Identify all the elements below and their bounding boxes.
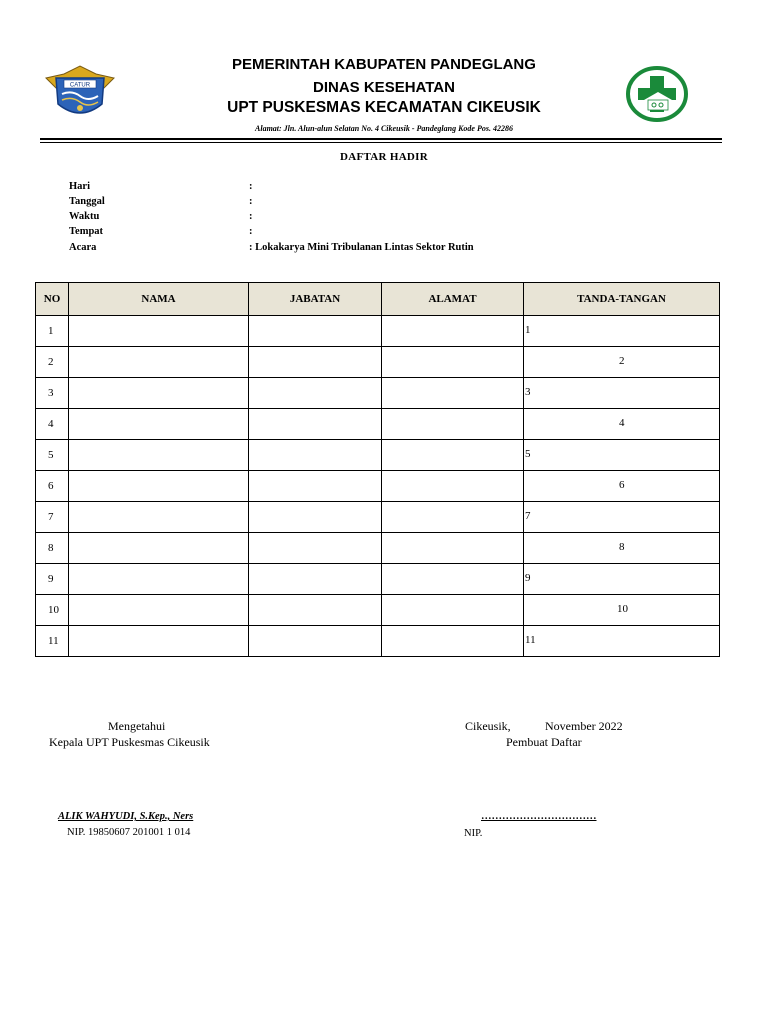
table-header-row: [36, 283, 720, 316]
row-number-cell[interactable]: 9: [36, 564, 69, 595]
row-number-cell[interactable]: 7: [36, 502, 69, 533]
signature-maker-nip: NIP.: [464, 828, 483, 839]
column-header-nama: NAMA: [69, 283, 249, 316]
table-row: [36, 471, 720, 502]
position-cell[interactable]: [249, 316, 382, 347]
column-header-jabatan: JABATAN: [249, 283, 382, 316]
position-cell[interactable]: [249, 471, 382, 502]
address-cell[interactable]: [382, 626, 524, 657]
signature-cell[interactable]: [524, 347, 720, 378]
table-row: [36, 595, 720, 626]
attendance-table: [35, 282, 720, 657]
signature-number: 9: [525, 572, 531, 584]
position-cell[interactable]: [249, 347, 382, 378]
signature-date: November 2022: [545, 719, 623, 733]
info-value-tempat: :: [249, 226, 253, 237]
header-government: PEMERINTAH KABUPATEN PANDEGLANG: [232, 56, 536, 73]
name-cell[interactable]: [69, 378, 249, 409]
header-puskesmas: UPT PUSKESMAS KECAMATAN CIKEUSIK: [227, 99, 541, 116]
signature-number: 7: [525, 510, 531, 522]
address-cell[interactable]: [382, 378, 524, 409]
name-cell[interactable]: [69, 595, 249, 626]
signature-cell[interactable]: [524, 378, 720, 409]
table-row: [36, 502, 720, 533]
row-number-cell[interactable]: 8: [36, 533, 69, 564]
signature-maker-title: Pembuat Daftar: [506, 735, 582, 749]
info-label-waktu: Waktu: [69, 211, 100, 222]
signature-number: 6: [619, 479, 625, 491]
position-cell[interactable]: [249, 440, 382, 471]
header-rule-thick: [40, 138, 722, 140]
signature-number: 8: [619, 541, 625, 553]
signature-number: 10: [617, 603, 628, 615]
table-row: [36, 564, 720, 595]
emblem-text: CATUR: [69, 82, 91, 89]
name-cell[interactable]: [69, 316, 249, 347]
signature-cell[interactable]: [524, 564, 720, 595]
signature-maker-name: ……………………………: [481, 811, 597, 822]
column-header-alamat: ALAMAT: [382, 283, 524, 316]
column-header-tanda-tangan: TANDA-TANGAN: [524, 283, 720, 316]
header-department: DINAS KESEHATAN: [313, 79, 455, 96]
address-cell[interactable]: [382, 595, 524, 626]
table-row: [36, 626, 720, 657]
attendance-table-body: [36, 316, 720, 657]
signature-cell[interactable]: [524, 533, 720, 564]
address-cell[interactable]: [382, 533, 524, 564]
address-cell[interactable]: [382, 409, 524, 440]
signature-number: 11: [525, 634, 536, 646]
signature-cell[interactable]: [524, 316, 720, 347]
info-value-waktu: :: [249, 211, 253, 222]
signature-number: 5: [525, 448, 531, 460]
table-row: [36, 440, 720, 471]
position-cell[interactable]: [249, 378, 382, 409]
name-cell[interactable]: [69, 409, 249, 440]
table-row: [36, 378, 720, 409]
table-row: [36, 533, 720, 564]
info-label-acara: Acara: [69, 242, 97, 253]
column-header-no: NO: [36, 283, 69, 316]
name-cell[interactable]: [69, 626, 249, 657]
row-number-cell[interactable]: 11: [36, 626, 69, 657]
signature-cell[interactable]: [524, 409, 720, 440]
signature-cell[interactable]: [524, 502, 720, 533]
position-cell[interactable]: [249, 626, 382, 657]
name-cell[interactable]: [69, 347, 249, 378]
position-cell[interactable]: [249, 409, 382, 440]
signature-cell[interactable]: [524, 595, 720, 626]
signature-head-title: Kepala UPT Puskesmas Cikeusik: [49, 735, 210, 749]
signature-number: 1: [525, 324, 531, 336]
row-number-cell[interactable]: 1: [36, 316, 69, 347]
table-row: [36, 409, 720, 440]
row-number-cell[interactable]: 10: [36, 595, 69, 626]
table-row: [36, 316, 720, 347]
signature-head-nip: NIP. 19850607 201001 1 014: [67, 827, 191, 838]
position-cell[interactable]: [249, 595, 382, 626]
signature-cell[interactable]: [524, 626, 720, 657]
address-cell[interactable]: [382, 471, 524, 502]
position-cell[interactable]: [249, 502, 382, 533]
address-cell[interactable]: [382, 440, 524, 471]
address-cell[interactable]: [382, 347, 524, 378]
row-number-cell[interactable]: 3: [36, 378, 69, 409]
signature-number: 2: [619, 355, 625, 367]
info-label-tempat: Tempat: [69, 226, 104, 237]
header-rule-thin: [40, 142, 722, 143]
info-label-hari: Hari: [69, 181, 90, 192]
address-cell[interactable]: [382, 502, 524, 533]
name-cell[interactable]: [69, 440, 249, 471]
info-label-tanggal: Tanggal: [69, 196, 105, 207]
info-value-acara: : Lokakarya Mini Tribulanan Lintas Sektor Rutin: [249, 242, 474, 253]
name-cell[interactable]: [69, 502, 249, 533]
name-cell[interactable]: [69, 471, 249, 502]
table-row: [36, 347, 720, 378]
row-number-cell[interactable]: 5: [36, 440, 69, 471]
signature-number: 4: [619, 417, 625, 429]
header-address: Alamat: Jln. Alun-alun Selatan No. 4 Cikeusik - Pandeglang Kode Pos. 42286: [255, 124, 513, 133]
info-value-hari: :: [249, 181, 253, 192]
signature-cell[interactable]: [524, 440, 720, 471]
info-value-tanggal: :: [249, 196, 253, 207]
document-title: DAFTAR HADIR: [339, 151, 429, 163]
puskesmas-health-logo: [626, 66, 688, 122]
signature-cell[interactable]: [524, 471, 720, 502]
name-cell[interactable]: [69, 533, 249, 564]
row-number-cell[interactable]: 6: [36, 471, 69, 502]
signature-acknowledged-label: Mengetahui: [108, 719, 166, 733]
signature-head-name: ALIK WAHYUDI, S.Kep., Ners: [58, 811, 194, 822]
row-number-cell[interactable]: 2: [36, 347, 69, 378]
position-cell[interactable]: [249, 533, 382, 564]
address-cell[interactable]: [382, 316, 524, 347]
name-cell[interactable]: [69, 564, 249, 595]
signature-number: 3: [525, 386, 531, 398]
row-number-cell[interactable]: 4: [36, 409, 69, 440]
address-cell[interactable]: [382, 564, 524, 595]
position-cell[interactable]: [249, 564, 382, 595]
signature-place: Cikeusik,: [465, 719, 511, 733]
